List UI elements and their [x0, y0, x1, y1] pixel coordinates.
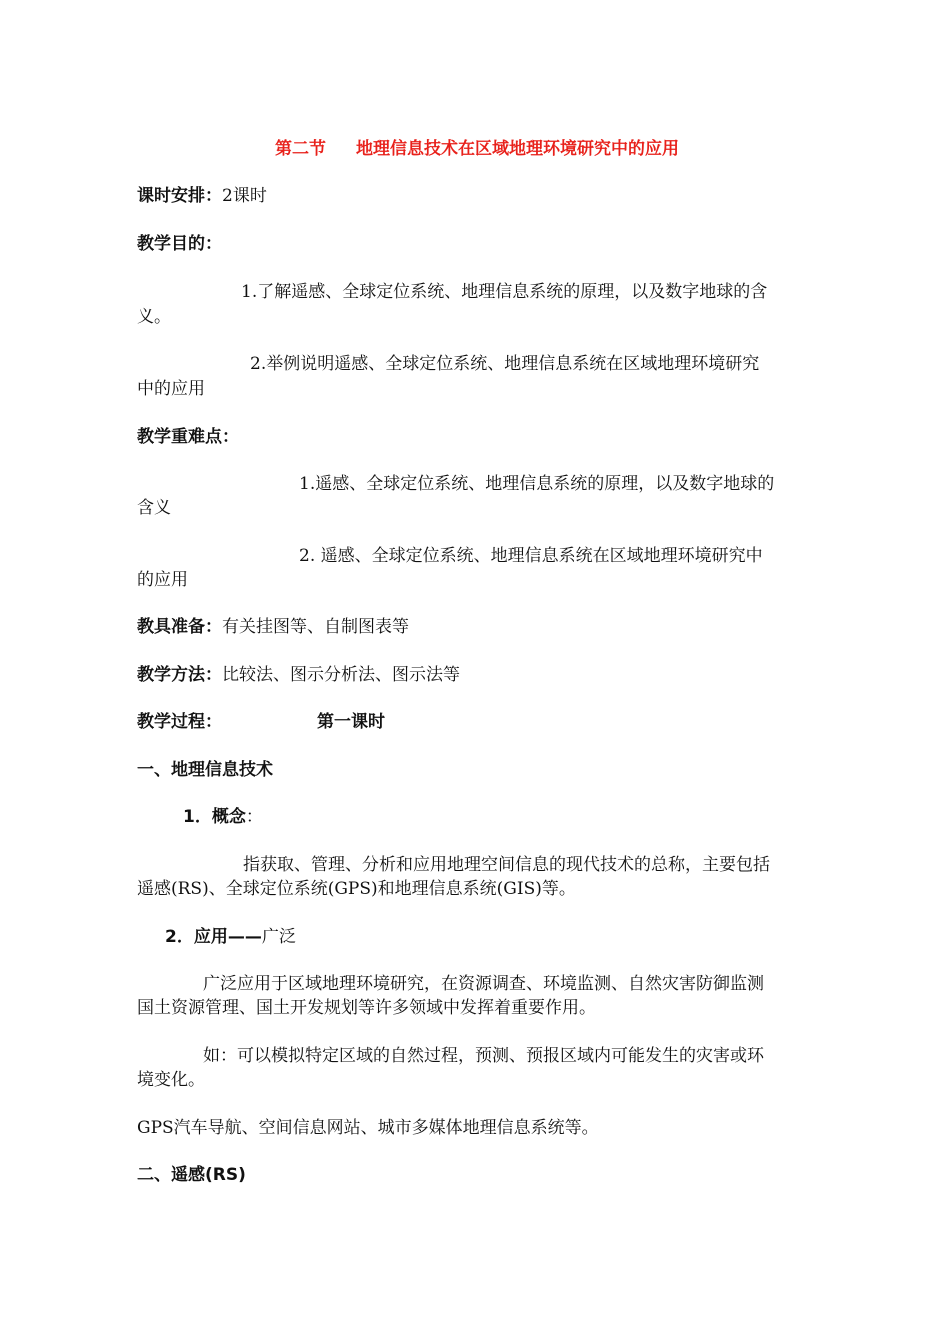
objective-1-line1: 1.了解遥感、全球定位系统、地理信息系统的原理，以及数字地球的含	[241, 282, 768, 302]
objective-2-line2: 中的应用	[137, 379, 205, 399]
key-points-heading: 教学重难点：	[137, 427, 239, 447]
concept-line2: 遥感(RS)、全球定位系统(GPS)和地理信息系统(GIS)等。	[137, 879, 576, 899]
schedule-label: 课时安排：	[137, 186, 222, 206]
example-line1: 如：可以模拟特定区域的自然过程，预测、预报区域内可能发生的灾害或环	[203, 1046, 764, 1066]
schedule-line	[137, 184, 817, 208]
objective-2-line1: 2.举例说明遥感、全球定位系统、地理信息系统在区域地理环境研究	[250, 354, 760, 374]
concept-colon: ：	[245, 807, 263, 827]
objective-1-line2: 义。	[137, 307, 171, 327]
key-point-2-line1: 2. 遥感、全球定位系统、地理信息系统在区域地理环境研究中	[299, 546, 763, 566]
application-line1: 广泛应用于区域地理环境研究，在资源调查、环境监测、自然灾害防御监测	[203, 974, 764, 994]
title-section: 第二节	[275, 139, 326, 159]
key-point-1-line1: 1.遥感、全球定位系统、地理信息系统的原理，以及数字地球的	[299, 474, 775, 494]
part1-heading: 一、地理信息技术	[137, 760, 273, 780]
key-point-1-line2: 含义	[137, 498, 171, 518]
application-heading: 2．应用——	[165, 927, 262, 947]
methods-value: 比较法、图示分析法、图示法等	[222, 665, 460, 685]
application-heading-line	[137, 925, 817, 949]
concept-heading-line	[137, 805, 817, 829]
concept-line1: 指获取、管理、分析和应用地理空间信息的现代技术的总称，主要包括	[243, 855, 770, 875]
title-name: 地理信息技术在区域地理环境研究中的应用	[356, 139, 679, 159]
schedule-value: 2课时	[222, 186, 267, 206]
process-line	[137, 710, 817, 734]
page-title	[137, 137, 817, 161]
process-label: 教学过程：	[137, 712, 222, 732]
application-line2: 国土资源管理、国土开发规划等许多领域中发挥着重要作用。	[137, 998, 596, 1018]
application-heading-tail: 广泛	[261, 927, 296, 947]
process-value: 第一课时	[317, 712, 385, 732]
objectives-heading: 教学目的：	[137, 234, 222, 254]
methods-line	[137, 663, 817, 687]
tools-value: 有关挂图等、自制图表等	[222, 617, 409, 637]
concept-heading: 1．概念	[183, 807, 246, 827]
tools-label: 教具准备：	[137, 617, 222, 637]
tools-line	[137, 615, 817, 639]
methods-label: 教学方法：	[137, 665, 222, 685]
part2-heading: 二、遥感(RS)	[137, 1165, 246, 1185]
key-point-2-line2: 的应用	[137, 570, 188, 590]
gps-line: GPS汽车导航、空间信息网站、城市多媒体地理信息系统等。	[137, 1118, 599, 1138]
example-line2: 境变化。	[137, 1070, 205, 1090]
